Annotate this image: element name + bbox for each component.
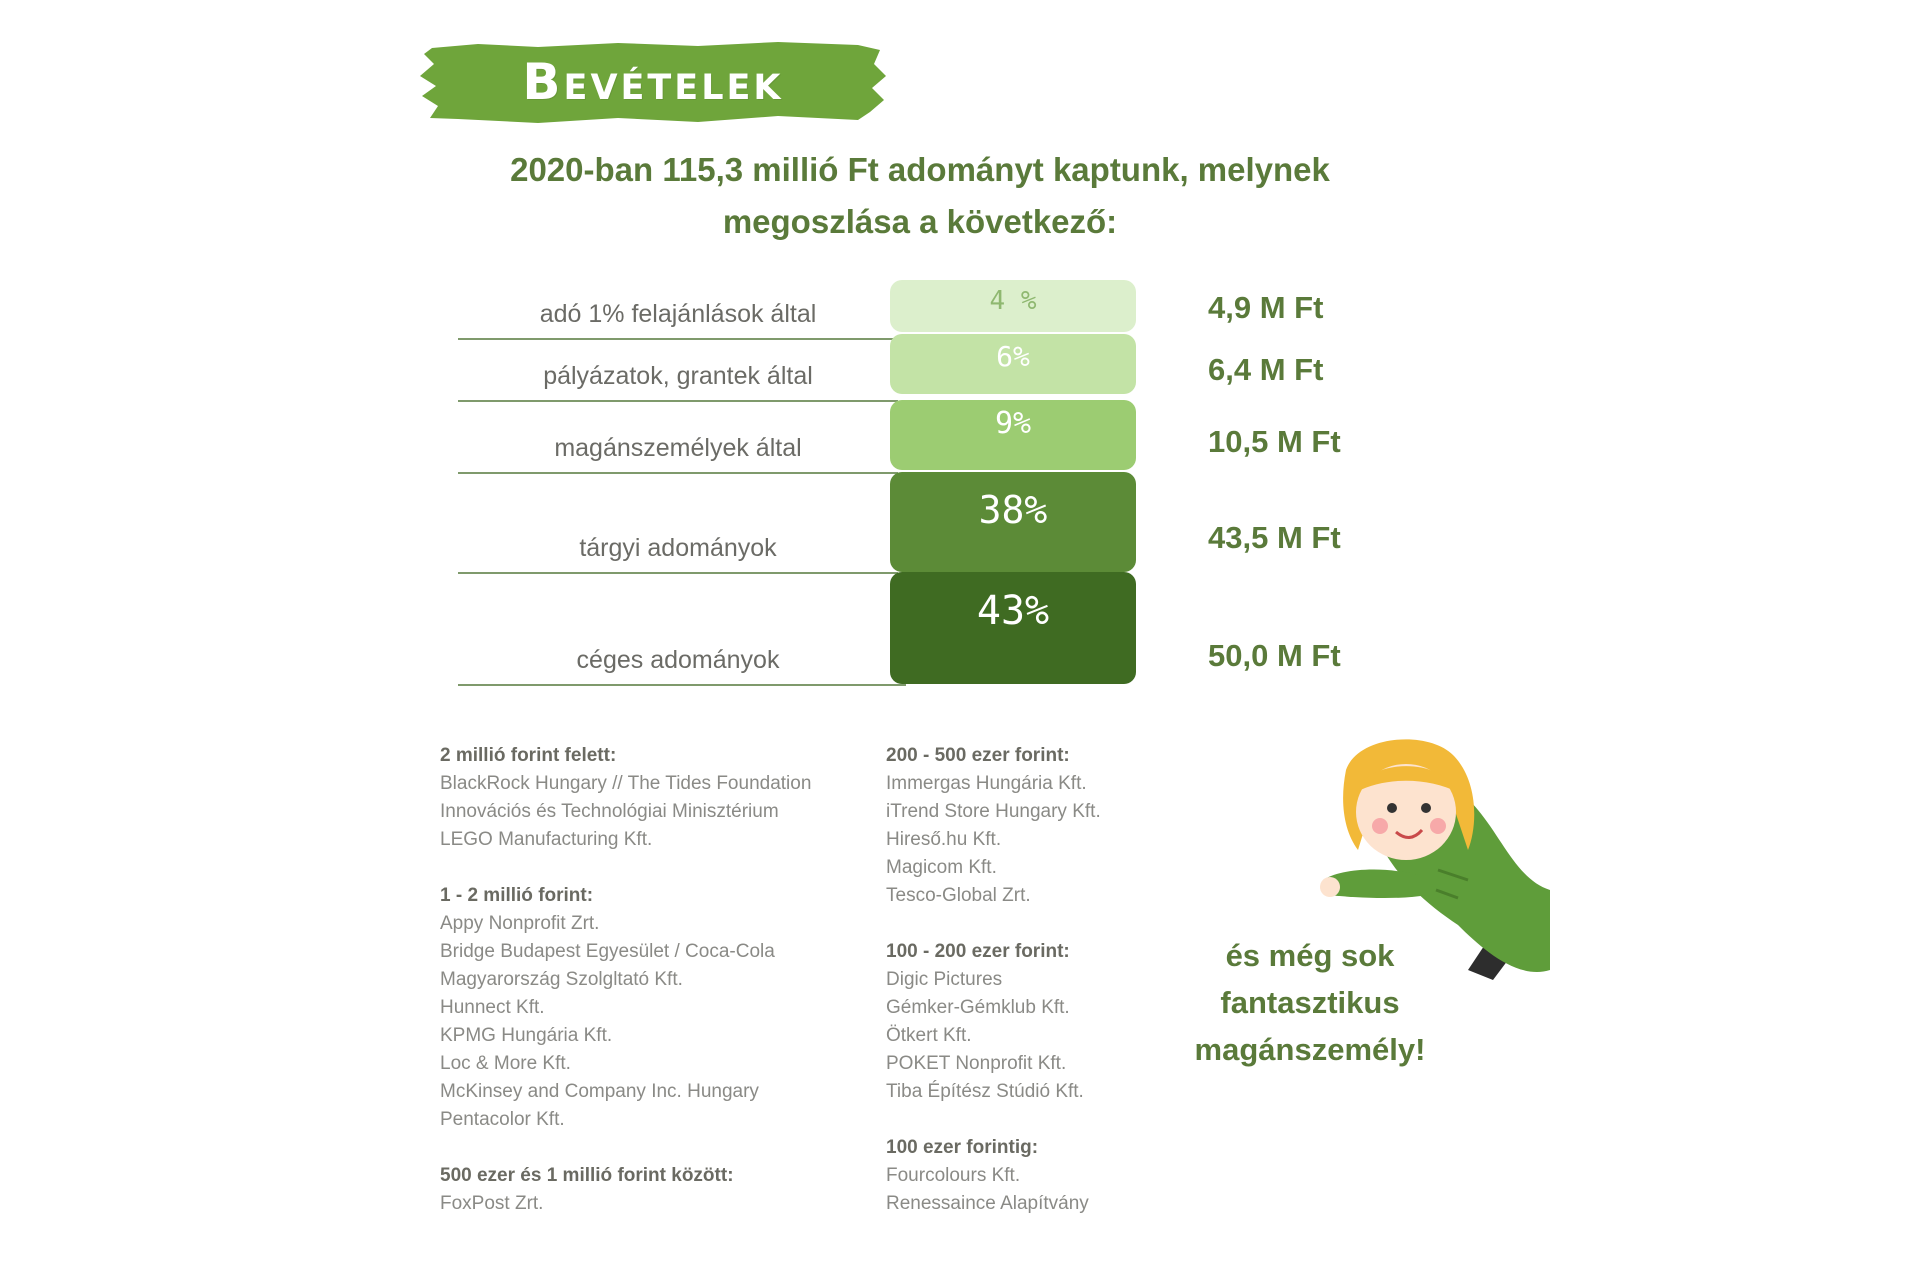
- donor-name: Loc & More Kft.: [440, 1053, 571, 1074]
- bar-percent-label: 43%: [976, 588, 1050, 634]
- donor-group: [440, 1162, 860, 1218]
- bar: [890, 572, 1136, 684]
- headline: [420, 144, 1420, 248]
- row-divider: [458, 572, 898, 574]
- donor-group-heading: 200 - 500 ezer forint:: [886, 745, 1070, 766]
- donor-group-heading: 500 ezer és 1 millió forint között:: [440, 1165, 734, 1186]
- bar: [890, 280, 1136, 332]
- category-label: céges adományok: [576, 646, 780, 674]
- donor-name: Renessaince Alapítvány: [886, 1193, 1089, 1214]
- donor-name: FoxPost Zrt.: [440, 1193, 544, 1214]
- donor-name: Immergas Hungária Kft.: [886, 773, 1087, 794]
- bar: [890, 400, 1136, 470]
- donor-name: Tiba Építész Stúdió Kft.: [886, 1081, 1084, 1102]
- bar: [890, 472, 1136, 572]
- bar-percent-label: 38%: [978, 488, 1048, 532]
- donor-name: KPMG Hungária Kft.: [440, 1025, 613, 1046]
- row-divider: [458, 338, 898, 340]
- category-label: adó 1% felajánlások által: [539, 300, 817, 328]
- donor-name: Digic Pictures: [886, 969, 1003, 990]
- donor-group: [440, 742, 860, 854]
- closing-line-1: és még sok: [1225, 938, 1395, 973]
- category-label: magánszemélyek által: [554, 434, 802, 462]
- amount-label: 50,0 M Ft: [1208, 638, 1341, 673]
- row-divider: [458, 472, 898, 474]
- donor-name: Tesco-Global Zrt.: [886, 885, 1031, 906]
- donor-name: Magyarország Szolgltató Kft.: [440, 969, 683, 990]
- donor-list-left: [440, 742, 860, 1246]
- banner-title: Bevételek: [522, 53, 784, 111]
- closing-text: [1150, 932, 1470, 1073]
- category-label: pályázatok, grantek által: [543, 362, 813, 390]
- donor-name: Bridge Budapest Egyesület / Coca-Cola: [440, 941, 775, 962]
- bar-percent-label: 6%: [996, 340, 1030, 373]
- closing-line-2: fantasztikus: [1220, 985, 1400, 1020]
- donor-name: Magicom Kft.: [886, 857, 997, 878]
- donor-group-heading: 100 - 200 ezer forint:: [886, 941, 1070, 962]
- donor-name: Gémker-Gémklub Kft.: [886, 997, 1070, 1018]
- closing-line-3: magánszemély!: [1194, 1032, 1426, 1067]
- donor-name: Appy Nonprofit Zrt.: [440, 913, 600, 934]
- donor-name: Fourcolours Kft.: [886, 1165, 1021, 1186]
- donor-name: LEGO Manufacturing Kft.: [440, 829, 653, 850]
- donor-group-heading: 2 millió forint felett:: [440, 745, 617, 766]
- headline-line-2: megoszlása a következő:: [722, 203, 1118, 240]
- amount-label: 10,5 M Ft: [1208, 424, 1341, 459]
- donor-name: Innovációs és Technológiai Minisztérium: [440, 801, 779, 822]
- donor-name: Ötkert Kft.: [886, 1025, 972, 1046]
- bar-percent-label: 4 %: [989, 286, 1037, 316]
- donor-name: Hireső.hu Kft.: [886, 829, 1002, 850]
- bar-percent-label: 9%: [994, 406, 1032, 441]
- donor-name: BlackRock Hungary // The Tides Foundation: [440, 773, 812, 794]
- donor-group: [440, 882, 860, 1134]
- donor-name: McKinsey and Company Inc. Hungary: [440, 1081, 759, 1102]
- donor-name: iTrend Store Hungary Kft.: [886, 801, 1101, 822]
- bar: [890, 334, 1136, 394]
- amount-label: 4,9 M Ft: [1208, 290, 1324, 325]
- donor-name: POKET Nonprofit Kft.: [886, 1053, 1067, 1074]
- donor-name: Hunnect Kft.: [440, 997, 545, 1018]
- headline-line-1: 2020-ban 115,3 millió Ft adományt kaptunk, melynek: [510, 151, 1330, 188]
- row-divider: [458, 400, 898, 402]
- donor-group: [886, 742, 1326, 910]
- donor-group-heading: 100 ezer forintig:: [886, 1137, 1039, 1158]
- amount-label: 6,4 M Ft: [1208, 352, 1324, 387]
- donor-group: [886, 1134, 1326, 1218]
- row-divider: [458, 684, 906, 686]
- donor-group-heading: 1 - 2 millió forint:: [440, 885, 594, 906]
- banner: [418, 38, 888, 126]
- category-label: tárgyi adományok: [579, 534, 777, 562]
- amount-label: 43,5 M Ft: [1208, 520, 1341, 555]
- donor-name: Pentacolor Kft.: [440, 1109, 565, 1130]
